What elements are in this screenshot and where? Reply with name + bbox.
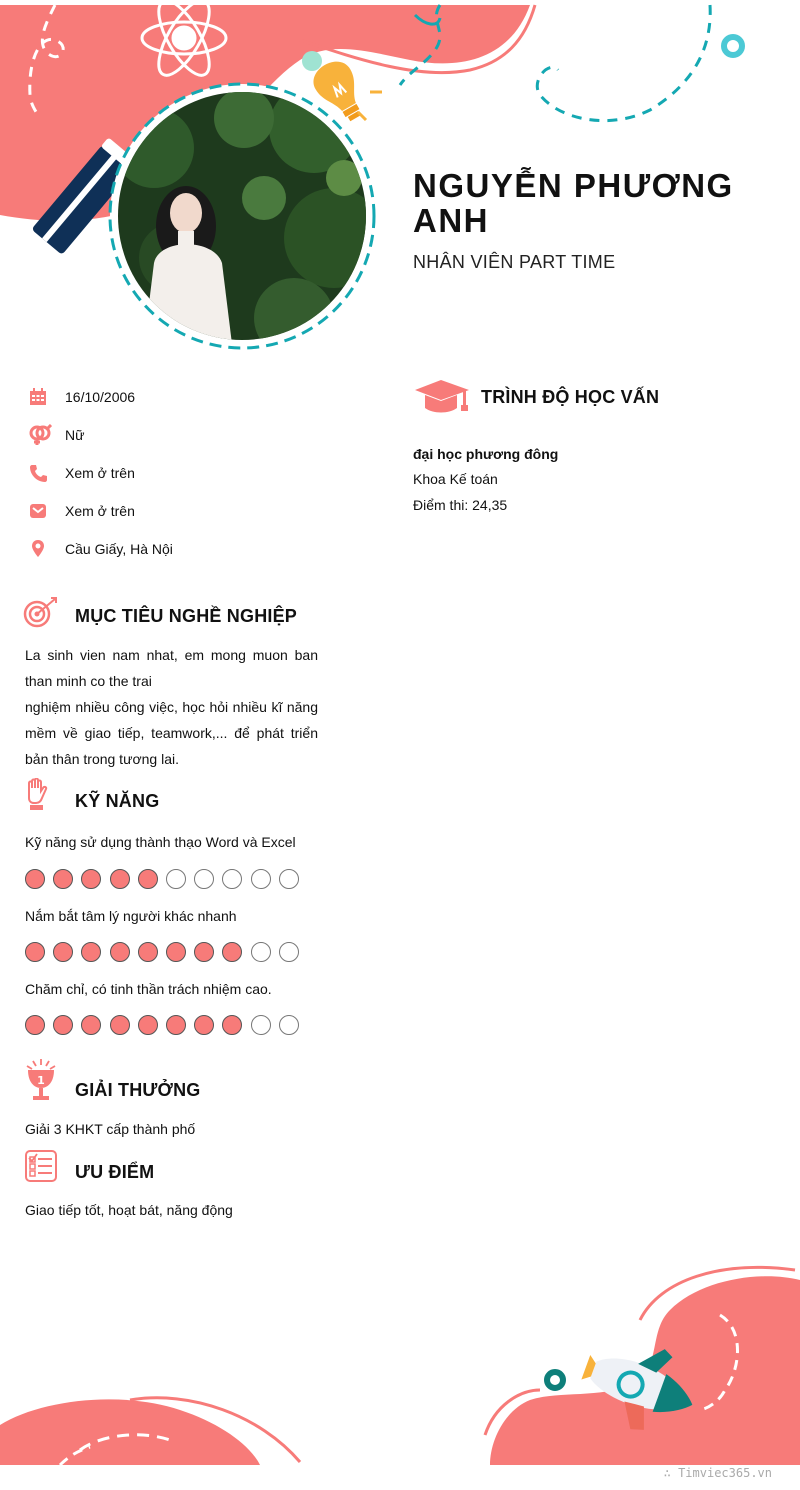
rating-dot-filled (25, 869, 45, 889)
address-value: Cầu Giấy, Hà Nội (65, 541, 173, 557)
candidate-name: NGUYỄN PHƯƠNG ANH (413, 167, 734, 239)
rating-dot-empty (279, 869, 299, 889)
calendar-icon (28, 385, 54, 409)
skill-rating-2 (25, 942, 299, 962)
address-row (28, 537, 173, 561)
strengths-title: ƯU ĐIỂM (75, 1162, 155, 1182)
checklist-icon (24, 1149, 58, 1183)
rating-dot-filled (138, 942, 158, 962)
school-name: đại học phương đông (413, 446, 559, 462)
gender-value: Nữ (65, 427, 85, 443)
rating-dot-filled (81, 942, 101, 962)
skill-rating-3 (25, 1015, 299, 1035)
rating-dot-filled (194, 942, 214, 962)
objective-title: MỤC TIÊU NGHỀ NGHIỆP (75, 606, 298, 626)
email-icon (28, 499, 54, 523)
graduation-cap-icon (413, 378, 471, 416)
location-pin-icon (28, 537, 54, 561)
gender-icon (28, 423, 54, 447)
rating-dot-empty (251, 942, 271, 962)
phone-row (28, 461, 135, 485)
faculty: Khoa Kế toán (413, 471, 498, 487)
skill-label-2: Nắm bắt tâm lý người khác nhanh (25, 908, 237, 924)
birthday-value: 16/10/2006 (65, 389, 136, 405)
objective-line-1: La sinh vien nam nhat, em mong muon ban than minh co the trai (25, 647, 318, 689)
skills-title: KỸ NĂNG (75, 791, 160, 811)
job-title: NHÂN VIÊN PART TIME (413, 252, 616, 272)
rating-dot-empty (251, 1015, 271, 1035)
objective-text (25, 642, 318, 772)
education-title: TRÌNH ĐỘ HỌC VẤN (481, 387, 660, 407)
gender-row (28, 423, 84, 447)
exam-score: Điểm thi: 24,35 (413, 497, 508, 513)
rating-dot-filled (110, 1015, 130, 1035)
rating-dot-filled (25, 942, 45, 962)
svg-text:1: 1 (37, 1074, 45, 1087)
rating-dot-filled (53, 869, 73, 889)
rating-dot-empty (279, 942, 299, 962)
rating-dot-filled (81, 869, 101, 889)
objective-line-2: nghiệm nhiều công việc, học hỏi nhiều kĩ năng mềm về giao tiếp, teamwork,... để phát triển bản thân trong tương lai. (25, 699, 318, 767)
rating-dot-filled (138, 1015, 158, 1035)
email-row (28, 499, 135, 523)
rating-dot-filled (138, 869, 158, 889)
footer-decoration (0, 1240, 800, 1465)
phone-icon (28, 461, 54, 485)
rating-dot-filled (53, 1015, 73, 1035)
awards-title: GIẢI THƯỞNG (75, 1080, 201, 1100)
rating-dot-empty (166, 869, 186, 889)
rating-dot-filled (194, 1015, 214, 1035)
profile-photo (114, 88, 370, 344)
rating-dot-empty (222, 869, 242, 889)
rating-dot-filled (110, 869, 130, 889)
trophy-icon (24, 1058, 60, 1104)
phone-value: Xem ở trên (65, 465, 135, 481)
strengths-text: Giao tiếp tốt, hoạt bát, năng động (25, 1202, 233, 1218)
rating-dot-filled (110, 942, 130, 962)
rating-dot-empty (251, 869, 271, 889)
rating-dot-filled (222, 942, 242, 962)
target-icon (23, 596, 59, 630)
rating-dot-empty (279, 1015, 299, 1035)
awards-text: Giải 3 KHKT cấp thành phố (25, 1121, 196, 1137)
rating-dot-filled (53, 942, 73, 962)
birthday-row (28, 385, 135, 409)
skill-label-3: Chăm chỉ, có tinh thần trách nhiệm cao. (25, 981, 272, 997)
email-value: Xem ở trên (65, 503, 135, 519)
rating-dot-empty (194, 869, 214, 889)
rating-dot-filled (166, 1015, 186, 1035)
rating-dot-filled (81, 1015, 101, 1035)
hand-icon (24, 778, 50, 812)
skill-label-1: Kỹ năng sử dụng thành thạo Word và Excel (25, 834, 296, 850)
rating-dot-filled (222, 1015, 242, 1035)
watermark: ∴ Timviec365.vn (663, 1466, 772, 1480)
rating-dot-filled (166, 942, 186, 962)
rating-dot-filled (25, 1015, 45, 1035)
skill-rating-1 (25, 869, 299, 889)
